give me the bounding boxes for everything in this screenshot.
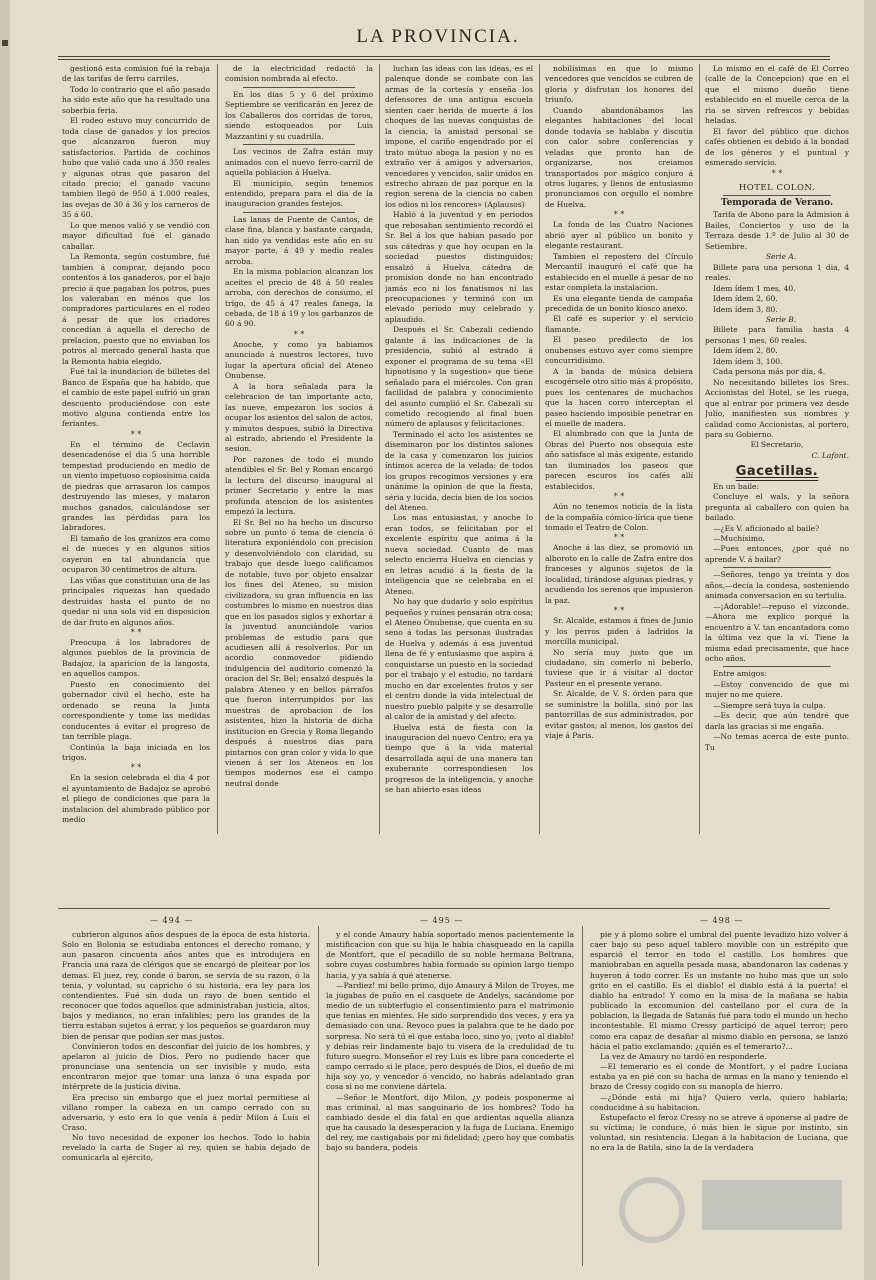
paragraph: Huelva está de fiesta con la inauguracion del nuevo Centro; era ya tiempo que á la vida material desarrollada aquí de una manera tan exuberante correspondiesen los progresos de la inteligencia, y anoche se han abierto esas ideas [385,722,533,795]
section-divider: * * [771,168,783,178]
hotel-heading: HOTEL COLON. [738,182,816,193]
column-4 [545,64,693,834]
paragraph: El paseo predilecto de los onubenses estuvo ayer como siempre concurridísimo. [545,335,693,366]
paragraph: El favor del público que dichos cafés obtienen es debido á la bondad de los géneros y el puntual y esmerado servicio. [705,126,849,168]
section-divider: * * [130,429,142,439]
section-divider: * * [613,492,625,502]
tariff-item: Idem ídem 3, 100. [713,356,783,366]
paragraph: Preocupa á los labradores de algunos pueblos de la provincia de Badajoz, la aparicion de la langosta, en aquellos campos. [62,638,210,679]
paragraph: —¿Es V. aficionado al baile? [713,523,820,533]
paragraph: —Siempre será tuya la culpa. [713,700,826,710]
paragraph: Anoche, y como ya habiamos anunciado á nuestros lectores, tuvo lugar la apertura oficial del Ateneo Onubense. [225,339,373,381]
paragraph: Era preciso sin embargo que el juez mortal permitiese al villano romper la cabeza en un campo cerrado con su adversario, y esto era lo que venía á pedir Milon á Luis el Craso. [62,1092,310,1132]
paragraph: Tambien el repostero del Círculo Mercantil inauguró el café que ha establecido en el muelle á pesar de no estar completa la instalacion. [545,251,693,293]
tariff-item: Idem ídem 3, 80. [713,304,778,314]
paragraph: La fonda de las Cuatro Naciones abrió ayer al público un bonito y elegante restaurant. [545,220,693,251]
paragraph: Las viñas que constituian una de las principales riquezas han quedado destruidas hasta el punto de no quedar ni una sola vid en disposicion de dar fruto en algunos años. [62,575,210,627]
paragraph: gestionó esta comision fué la rebaja de las tarifas de ferro carriles. [62,64,210,84]
page-number-right: — 498 — [700,916,744,925]
paragraph: Sr. Alcalde, de V. S. órden para que se suministre la bolilla, sinó por las pantorrillas de sus administrados, por evitar gastos; al menos, los gastos del viaje á Paris. [545,689,693,741]
page-number-middle: — 495 — [420,916,464,925]
paragraph: No tuvo necesidad de exponer los hechos. Todo lo habia revelado la carta de Suger al rey, quien se habia dejado de comunicarla al ejército, [62,1133,310,1163]
paragraph: —Pardiez! mi bello primo, dijo Amaury á Milon de Troyes, me la jugabas de puño en el casquete de Andelys, sacándome por medio de un subterfugio el consentimiento para el matrimonio que tenias en mientes. He sido sorprendido dos veces, y era ya demasiado con una. Revoco pues la palabra que te he dado por sorpresa. No será tú el que estaba loco, sino yo, ¡voto al diablo! y debias reir lindamente bajo tu visera de la credulidad de tu futuro suegro. Monseñor el rey Luis es libre para concederte el campo cerrado si le place, pero después de Dios, el dueño de mi hija soy yo, y vencedor ó vencido, no habrás adelantado gran cosa si no me conviene dártela. [326,980,574,1092]
paragraph: —Señor le Montfort, dijo Milon, ¿y podeis posponerme al mas criminal, al mas sanguinario de los hombres? Todo ha cambiado desde el dia fatal en que ardientas aquella alianza que ha causado la desesperacion y la fuga de Luciana. Enemigo del rey, me castigabais por mi fidelidad; ¿pero hoy que combatis bajo su bandera, podeis [326,1092,574,1153]
signature: C. Lafont. [811,450,849,460]
paragraph: y el conde Amaury había soportado menos pacientemente la mistificacion con que su hija le habia chasqueado en la capilla de Montfort, que el pecadillo de su noble hermana Beltrana, sobre cuyas costumbres habia formado su opinion largo tiempo hacia, y ya sabía á qué atenerse. [326,930,574,980]
paragraph: Convinieron todos en desconfiar del juicio de los hombres, y apelaron al juicio de Dios. Pero no pudiendo hacer que pronunciase una sentencia un ser invisible y mudo, esta encontraron mejor que tomar una lanza ó una espada por intérprete de la justicia divina. [62,1041,310,1092]
secretary-label: El Secretario, [750,440,804,450]
paragraph: Los mas entusiastas, y anoche lo eran todos, se felicitaban por el excelente espíritu que anima á la nueva sociedad. Cuanto de mas selecto encierra Huelva en ciencias y en letras acudió á la fiesta de la inteligencia que se celebraba en el Ateneo. [385,513,533,596]
paragraph: Cuando abandonábamos las elegantes habitaciones del local donde todavía se hablaba y discutia con calor sobre conferencias y veladas que pronto han de organizarse, nos creiamos transportados por mágico conjuro á otros lugares, y llenos de entusiasmo pronunciamos con orgullo el nombre de Huelva. [545,105,693,209]
paragraph: La Remonta, según costumbre, fué tambien á comprar, dejando poco contentos á los ganaderos, por el bajo precio á que pagaban los potros, pues los valoraban en ménos que los compradores particulares en el rodeo á pesar de que los criadores concedían á aquella el derecho de prelacion, puesto que no enviaban los potros al mercado general hasta que la Remonta habia elegido. [62,252,210,366]
gacetillas-heading: Gacetillas. [735,464,819,480]
column-rule [539,64,540,834]
paragraph: A la banda de música debiera escogérsele otro sitio más á propósito, pues los centenares de muchachos que la hacen corro interceptan el paseo haciendo imposible penetrar en el muelle de madera. [545,366,693,428]
paragraph: Estupefacto el feroz Cressy no se atreve á oponerse al padre de su víctima; le conduce, ó más bien le sigue por instinto, sin voluntad, sin resistencia. Llegan á la habitacion de Luciana, que no era la de Batila, sino la de la verdadera [590,1112,848,1153]
paragraph: Anoche á las diez, se promovió un alboroto en la calle de Zafra entre dos franceses y algunos sujetos de la localidad, tirándose algunas piedras, y acudiendo los serenos que impusieron la paz. [545,543,693,605]
section-divider: * * [130,763,142,773]
paragraph: de la electricidad redactó la comision nombrada al efecto. [225,64,373,84]
column-rule [217,64,218,834]
paragraph: pie y á plomo sobre el umbral del puente levadizo hizo volver á caer bajo su peso aquel tablero movible con un estrépito que esparció el terror en todo el castillo. Los hombres que maniobraban en aquella pesada masa, abandonaron las cadenas y huyeron á todo correr. Es un instante no hubo mas que un solo grito en el castillo. Es el diablo! el diablo está á la puerta! el diablo ha entrado! Y como en la misa de la mañana se habia publicado la excomunion del castellano por el cura de la poblacion, la llegada de Satanás fué para todo el mundo un hecho incontestable. El mismo Cressy participó de aquel terror; pero como era capaz de desafiar al mismo diablo en persona, se lanzó hácia el patio exclamando: ¿quién es el temerario?... [590,930,848,1051]
paragraph: El municipio, según tenemos entendido, prepara para el dia de la inauguracion grandes festejos. [225,178,373,209]
newspaper-title: LA PROVINCIA. [356,26,520,47]
tariff-item: Billete para familia hasta 4 personas 1 mes, 60 reales. [705,325,849,345]
column-rule [699,64,700,834]
paragraph: Tarifa de Abono para la Admision á Bailes, Conciertos y uso de la Terraza desde 1.º de Julio al 30 de Setiembre. [705,210,849,251]
paragraph: El rodeo estuvo muy concurrido de toda clase de ganados y los precios que alcanzaron fueron muy satisfactorios. Partida de cochinos hubo que valió cada uno á 350 reales y algunas otras que pasaron del citado precio; el ganado vacuno tambien llegó de 950 á 1.000 reales, las ovejas de 30 á 36 y los carneros de 35 á 60. [62,116,210,220]
short-rule [723,567,831,568]
paragraph: No necesitando billetes los Sres. Accionistas del Hotel, se les ruega, que al entrar por primera vez desde Julio, manifiesten sus nombres y calidad como Accionistas, al portero, para su Gobierno. [705,377,849,439]
paragraph: En la sesion celebrada el dia 4 por el ayuntamiento de Badajoz se aprobó el pliego de condiciones que para la instalacion del alumbrado público por medio [62,773,210,825]
paragraph: El café es superior y el servicio flamante. [545,314,693,334]
serial-column-middle [326,930,574,1270]
page-edge-right [864,0,876,1280]
paragraph: El alumbrado con que la Junta de Obras del Puerto nos obsequia este año satisface al más exigente, estando tan iluminados los paseos que parecen escuros los cafés allí establecidos. [545,429,693,491]
paragraph: Por razones de todo el mundo atendibles el Sr. Bel y Roman encargó la lectura del discurso inaugural al primer Secretario y entre la mas profunda atencion de los asistentes empezó la lectura. [225,454,373,517]
short-rule [243,212,355,213]
header-rule-thin [58,59,830,60]
serial-column-left [62,930,310,1270]
paragraph: Terminado el acto los asistentes se diseminaron por los distintos salones de la casa y comenzaron los juicios íntimos acerca de la velada: de todos los grupos recogimos versiones y era unánime la opinion de que la fiesta, séria y lucida, decia bien de los socios del Ateneo. [385,429,533,513]
tariff-item: Idem ídem 2, 60. [713,294,778,304]
paragraph: —El temerario es el conde de Montfort, y el padre Luciana estaba ya en pié con su hacha de armas en la mano y teniendo el brazo de Cressy cogido con su manopla de hierro. [590,1062,848,1092]
page-edge-left [0,0,10,1280]
paragraph: A la hora señalada para la celebracion de tan importante acto, las nueve, empezaron los socios á ocupar los asientos del salon de actos, y minutos despues, subió la Directiva al estrado, abriendo el Presidente la sesion. [225,381,373,454]
tariff-item: Billete para una persona 1 dia, 4 reales. [705,262,849,283]
paragraph: —Estoy convencido de que mi mujer no me quiere. [705,679,849,700]
serie-a-heading: Serie A. [765,252,797,262]
paragraph: Es una elegante tienda de campaña precedida de un bonito kiosco anexo. [545,293,693,313]
paragraph: Fué tal la inundacion de billetes del Banco de España que ha habido, que el cambio de este papel sufrió un gran descuento produciéndose con este motivo alguna contienda entre los feriantes. [62,367,210,429]
temporada-heading: Temporada de Verano. [720,197,834,208]
paragraph: Después el Sr. Cabezali cediendo galante á las indicaciones de la presidencia, subió al estrado á exponer el programa de su tema «El hipnotismo y la sugestion» que tiene señalado para el miércoles. Con gran facilidad de palabra y conocimiento del asunto cumplió el Sr. Cabezali su cometido recogiendo al final buen número de aplausos y felicitaciones. [385,325,533,429]
paragraph: No hay que dudarlo y solo espíritus pequeños y ruines pensarán otra cosa; el Ateneo Onubense, que cuenta en su seno á todas las personas ilustradas de Huelva y además á esa juventud llena de fé y entusiasmo que aspira á conquistarse un puesto en la sociedad por el trabajo y el estudio, no tardará mucho en dar excelentes frutos y ser el centro donde la vida intelectual de nuestro pueblo palpite y se desarrolle al calor de la amistad y del afecto. [385,597,533,722]
column-rule [379,64,380,834]
column-1 [62,64,210,834]
paragraph: Lo mismo en el café de El Correo (calle de la Concepcion) que en el que el mismo dueño tiene establecido en el muelle cerca de la ria se sirven refrescos y bebidas heladas. [705,64,849,126]
paragraph: Los vecinos de Zafra están muy animados con el nuevo ferro-carril de aquella poblacion á Huelva. [225,147,373,178]
short-rule [723,666,831,667]
short-rule [243,87,355,88]
column-rule [582,926,583,1266]
paragraph: Concluye el wals, y la señora pregunta al caballero con quien ha bailado. [705,492,849,523]
paragraph: Aún no tenemos noticia de la lista de la compañía cómico-lírica que tiene tomado el Teatro de Colon. [545,502,693,533]
tariff-item: Idem ídem 1 mes, 40. [713,283,796,293]
paragraph: —Pues entonces, ¿por qué no aprende V. á bailar? [705,544,849,564]
paragraph: En un baile: [713,481,760,491]
section-divider: * * [613,606,625,616]
page-number-left: — 494 — [150,916,194,925]
paragraph: luchan las ideas con las ideas, es el palenque donde se combate con las armas de la cortesía y enseña los defensores de una antigua escuela sienten caer herida de muerte á los choques de las nuevas conquistas de la ciencia, la amistad personal se impone, el cariño engendrado por el trato mútuo aboga la pasion y no es extraño ver á amigos y adversarios, vencedores y vencidos, salir unidos en estrecho abrazo de paz porque en la region serena de la ciencia no caben los odios ni los rencores» (Aplausos) [385,64,533,209]
paragraph: En la misma poblacion alcanzan los aceites el precio de 48 á 50 reales arroba, con derechos de consumo, el trigo, de 45 á 47 reales fanega, la cebada, de 18 á 19 y los garbanzos de 60 á 90. [225,267,373,329]
paragraph: —No temas acerca de este punto. Tu [705,732,849,752]
paragraph: Habló á la juventud y en periodos que rebosaban sentimiento recordó el Sr. Bel á los que habian pasado por sus cátedras y que hoy ocupan en la sociedad puestos distinguidos; ensalzó á Huelva cátedra de promision donde no han encontrado jamás eco ni los fanatismos ni las preocupaciones y terminó con un elevado periodo muy celebrado y aplaudido. [385,210,533,324]
paragraph: Sr. Alcalde, estamos á fines de Junio y los perros piden á ladridos la morcilla municipal. [545,616,693,647]
column-2 [225,64,373,834]
short-rule [723,195,831,196]
column-5 [705,64,849,834]
serie-b-heading: Serie B. [765,314,797,324]
paragraph: —¡Adorable!—repuso el vizconde.—Ahora me explico porqué la encuentro á V. tan encantadora como la última vez que la ví. Tiene la misma edad precisamente, que hace ocho años. [705,601,849,664]
masthead [0,26,876,50]
section-divider: * * [613,533,625,543]
short-rule [243,144,355,145]
header-rule [58,56,830,57]
paragraph: Continúa la baja iniciada en los trigos. [62,742,210,762]
column-3 [385,64,533,834]
paragraph: —Señores, tengo ya treinta y dos años,—decía la condesa, sosteniendo animada conversacion en su tertulia. [705,570,849,601]
paragraph: Todo lo contrario que el año pasado ha sido este año que ha resultado una soberbia feria. [62,84,210,115]
paragraph: El Sr. Bel no ha hecho un discurso sobre un punto ó tema de ciencia ó literatura exponiéndolo con precision y desenvolviéndolo con claridad, su trabajo que desde luego calificamos de notable, tuvo por objeto ensalzar los fines del Ateneo, su mision civilizadora, su gran influencia en las costumbres lo mismo en nuestros dias que en los pasados siglos y exhortar á la juventud anunciándole varios problemas de estudio para que acudiesen allí á resolverlos. Por un acordio conmovedor pidiendo indulgencia del auditorio comenzó la oracion del Sr. Bel; ensalzó después la palabra Ateneo y en bellos párrafos que fueron interrumpidos por las muestras de aprobacion de los asistentes, hizo la historia de dicha institucion en Grecia y Roma llegando después á nuestros dias para pintarnos con gran color y vida lo que vienen á ser los Ateneos en los tiempos modernos ese el campo neutral donde [225,517,373,788]
section-divider: * * [130,628,142,638]
paragraph: El tamaño de los granizos era como el de nueces y en algunos sitios cayeron en tal abundancia que ocuparon 30 centímetros de altura. [62,533,210,575]
paragraph: En los dias 5 y 6 del próximo Septiembre se verificarán en Jerez de los Caballeros dos corridas de toros, siendo estoqueados por Luis Mazzantini y su cuadrilla. [225,89,373,141]
section-divider: * * [293,329,305,339]
paragraph: En el término de Ceclavin desencadenóse el dia 5 una horrible tempestad produciendo en medio de un viento impetuoso copiosisima caida de piedras que arrasaron los campos destruyendo las mieses, y mataron muchos ganados, calculándose ser grandes las pérdidas para los labradores. [62,439,210,533]
paragraph: nobilísimas en que lo mismo vencedores que vencidos se cubren de gloria y disfrutan los honores del triunfo. [545,64,693,105]
column-rule [318,926,319,1266]
paragraph: cubrieron algunos años despues de la época de esta historia. Solo en Bolonia se estudiaba entonces el derecho romano, y aun pasaron cincuenta años antes que es introdujera en Francia una raza de clérigos que se encargó de pleitear por los demas. El juez, rey, conde ó baron, se servia de su razon, ó la tenia, y voluntad, su capricho ó su historia, era ley para los contendientes. Fué sin duda un rayo de buen sentido el reconocer que todos aquellos que administraban justicia, altos, bajos y medianos, no eran infalibles; pero los grandes de la tierra estaban sujetos á errar, y los pequeños se guardaron muy bien de pensar que podian ser mas justos. [62,930,310,1041]
paragraph: No sería muy justo que un ciudadano, sin comerlo ni beberlo, tuviese que ir á visitar al doctor Pasteur en el presente verano. [545,647,693,688]
paragraph: Entre amigos: [713,669,767,679]
paragraph: Puesto en conocimiento del gobernador civil el hecho, este ha ordenado se reuna la Junta correspondiente y tome las medidas conducentes á evitar el progreso de tan terrible plaga. [62,679,210,742]
paragraph: —Es decir, que aún tendré que darla las gracias si me engaña. [705,711,849,731]
tariff-item: Cada persona más por dia, 4. [713,367,826,377]
paragraph: Las lanas de Fuente de Cantos, de clase fina, blanca y bastante cargada, han sido ya vendidas este año en su mayor parte, á 49 y medio reales arroba. [225,214,373,266]
paragraph: —¿Dónde está mi hija? Quiero verla, quiero hablarla; conducidme á su habitacion. [590,1092,848,1112]
tariff-item: Idem ídem 2, 80. [713,346,778,356]
paragraph: La vez de Amaury no tardó en responderle. [600,1051,767,1061]
archive-watermark [612,1140,852,1270]
section-divider: * * [613,210,625,220]
serial-separator-rule [58,908,830,909]
paragraph: Lo que menos valió y se vendió con mayor dificultad fué el ganado caballar. [62,220,210,251]
paragraph: —Muchísimo. [713,534,765,544]
